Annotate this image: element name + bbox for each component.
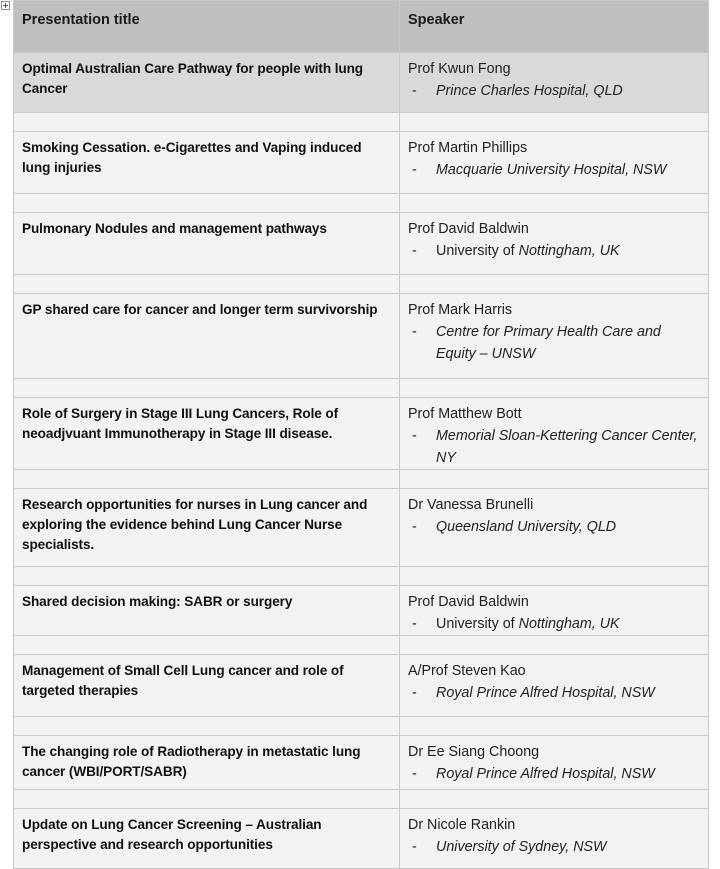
list-dash-bullet: -: [412, 428, 417, 444]
presentation-title-cell: [14, 53, 400, 113]
spacer-cell: [14, 194, 400, 213]
speaker-affiliation: [400, 159, 708, 181]
table-row: [14, 213, 709, 275]
presentation-title: Shared decision making: SABR or surgery: [22, 594, 293, 609]
speaker-name: Prof David Baldwin: [408, 594, 529, 610]
spacer-row: [14, 567, 709, 586]
presentation-title-cell: [14, 736, 400, 790]
speaker-name: Prof Matthew Bott: [408, 406, 522, 422]
speaker-affiliation: [400, 80, 708, 102]
speaker-name: Dr Nicole Rankin: [408, 817, 516, 833]
speaker-affiliation: [400, 836, 708, 858]
spacer-cell: [400, 470, 709, 489]
speaker-cell: [400, 398, 709, 470]
affiliation-text: [436, 159, 666, 181]
table-row: [14, 53, 709, 113]
header-speaker: Speaker: [400, 1, 709, 53]
speaker-affiliation: [400, 763, 708, 785]
presentation-title: Optimal Australian Care Pathway for people with lung Cancer: [22, 61, 363, 96]
table-move-handle-icon[interactable]: [1, 1, 10, 10]
list-dash-bullet: -: [412, 324, 417, 340]
list-dash-bullet: -: [412, 839, 417, 855]
affiliation-italic-part: Prince Charles Hospital, QLD: [436, 83, 623, 99]
spacer-cell: [14, 470, 400, 489]
affiliation-italic-part: Nottingham, UK: [518, 243, 620, 259]
spacer-cell: [14, 379, 400, 398]
spacer-cell: [14, 567, 400, 586]
spacer-row: [14, 470, 709, 489]
speaker-affiliation: [400, 425, 708, 469]
speaker-affiliation: [400, 613, 708, 635]
list-dash-bullet: -: [412, 685, 417, 701]
spacer-cell: [400, 636, 709, 655]
spacer-cell: [400, 194, 709, 213]
list-dash-bullet: -: [412, 616, 417, 632]
speaker-cell: [400, 586, 709, 636]
presentation-title: Smoking Cessation. e-Cigarettes and Vaping induced lung injuries: [22, 140, 362, 175]
speaker-cell: [400, 294, 709, 379]
list-dash-bullet: -: [412, 519, 417, 535]
affiliation-italic-part: Royal Prince Alfred Hospital, NSW: [436, 685, 655, 701]
affiliation-italic-part: Queensland University, QLD: [436, 519, 617, 535]
speaker-name: Dr Ee Siang Choong: [408, 744, 540, 760]
presentation-title: Research opportunities for nurses in Lung cancer and exploring the evidence behind Lung Cancer Nurse specialists.: [22, 497, 368, 552]
affiliation-text: [436, 425, 698, 469]
presentation-title-cell: [14, 398, 400, 470]
speaker-cell: [400, 489, 709, 567]
spacer-cell: [14, 113, 400, 132]
speaker-cell: [400, 213, 709, 275]
speaker-affiliation: [400, 240, 708, 262]
spacer-row: [14, 113, 709, 132]
spacer-row: [14, 790, 709, 809]
table-row: [14, 736, 709, 790]
speaker-affiliation: [400, 321, 708, 365]
spacer-cell: [400, 275, 709, 294]
affiliation-text: [436, 682, 655, 704]
speaker-cell: [400, 655, 709, 717]
affiliation-italic-part: Macquarie University Hospital, NSW: [436, 162, 667, 178]
list-dash-bullet: -: [412, 162, 417, 178]
spacer-cell: [14, 790, 400, 809]
affiliation-plain-part: University of: [436, 243, 519, 259]
spacer-cell: [14, 275, 400, 294]
affiliation-text: [436, 613, 620, 635]
affiliation-italic-part: Royal Prince Alfred Hospital, NSW: [436, 766, 655, 782]
affiliation-text: [436, 836, 607, 858]
presentation-title: Update on Lung Cancer Screening – Australian perspective and research opportunities: [22, 817, 322, 852]
spacer-row: [14, 194, 709, 213]
list-dash-bullet: -: [412, 83, 417, 99]
presentation-title-cell: [14, 586, 400, 636]
spacer-row: [14, 379, 709, 398]
speaker-name: A/Prof Steven Kao: [408, 663, 526, 679]
speaker-cell: [400, 736, 709, 790]
speaker-cell: [400, 809, 709, 869]
spacer-cell: [400, 717, 709, 736]
list-dash-bullet: -: [412, 243, 417, 259]
affiliation-text: [436, 240, 620, 262]
presentation-title: Role of Surgery in Stage III Lung Cancers, Role of neoadjvuant Immunotherapy in Stage III disease.: [22, 406, 339, 441]
speaker-name: Prof Martin Phillips: [408, 140, 528, 156]
presentation-schedule-table: [13, 0, 709, 869]
presentation-title-cell: [14, 132, 400, 194]
speaker-name: Prof Kwun Fong: [408, 61, 511, 77]
table-row: [14, 398, 709, 470]
spacer-cell: [400, 567, 709, 586]
affiliation-plain-part: University of: [436, 616, 519, 632]
spacer-cell: [400, 379, 709, 398]
affiliation-italic-part: Memorial Sloan-Kettering Cancer Center, NY: [436, 428, 698, 466]
header-presentation-title: Presentation title: [14, 1, 400, 53]
speaker-name: Prof David Baldwin: [408, 221, 529, 237]
affiliation-text: [436, 80, 623, 102]
table-header-row: [14, 1, 709, 53]
table-row: [14, 809, 709, 869]
speaker-name: Prof Mark Harris: [408, 302, 513, 318]
spacer-cell: [400, 790, 709, 809]
spacer-cell: [400, 113, 709, 132]
affiliation-text: [436, 763, 655, 785]
affiliation-text: [436, 321, 698, 365]
spacer-cell: [14, 717, 400, 736]
presentation-title: Management of Small Cell Lung cancer and role of targeted therapies: [22, 663, 344, 698]
spacer-row: [14, 717, 709, 736]
spacer-row: [14, 275, 709, 294]
spacer-cell: [14, 636, 400, 655]
spacer-row: [14, 636, 709, 655]
speaker-name: Dr Vanessa Brunelli: [408, 497, 534, 513]
presentation-title-cell: [14, 655, 400, 717]
table-row: [14, 294, 709, 379]
presentation-title-cell: [14, 213, 400, 275]
table-row: [14, 489, 709, 567]
presentation-title-cell: [14, 294, 400, 379]
presentation-title: Pulmonary Nodules and management pathways: [22, 221, 327, 236]
speaker-affiliation: [400, 682, 708, 704]
presentation-title: The changing role of Radiotherapy in metastatic lung cancer (WBI/PORT/SABR): [22, 744, 361, 779]
table-row: [14, 586, 709, 636]
speaker-cell: [400, 53, 709, 113]
speaker-cell: [400, 132, 709, 194]
presentation-title-cell: [14, 489, 400, 567]
presentation-title: GP shared care for cancer and longer term survivorship: [22, 302, 378, 317]
presentation-title-cell: [14, 809, 400, 869]
affiliation-italic-part: Nottingham, UK: [518, 616, 620, 632]
list-dash-bullet: -: [412, 766, 417, 782]
affiliation-italic-part: Centre for Primary Health Care and Equity – UNSW: [436, 324, 661, 362]
speaker-affiliation: [400, 516, 708, 538]
affiliation-italic-part: University of Sydney, NSW: [436, 839, 607, 855]
affiliation-text: [436, 516, 616, 538]
table-row: [14, 132, 709, 194]
table-row: [14, 655, 709, 717]
